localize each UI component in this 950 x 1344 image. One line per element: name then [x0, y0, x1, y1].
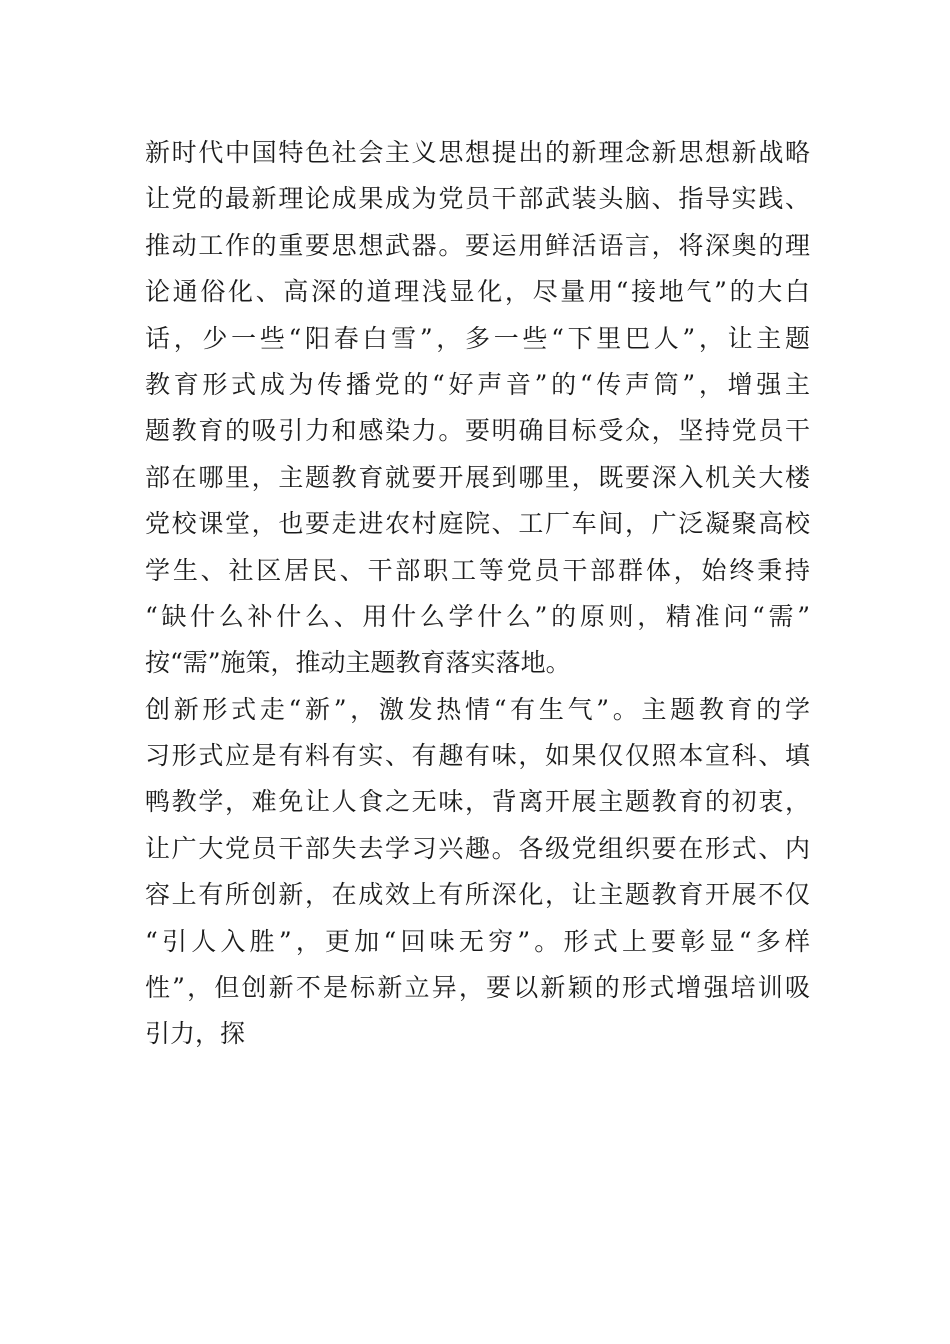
text-line: “引人入胜”，更加“回味无穷”。形式上要彰显“多样 [145, 926, 810, 956]
paragraph-end-line: 引力，探 [145, 1019, 246, 1049]
text-line: 题教育的吸引力和感染力。要明确目标受众，坚持党员干 [145, 416, 810, 446]
paragraph-end-line: 按“需”施策，推动主题教育落实落地。 [145, 648, 571, 678]
text-line: 部在哪里，主题教育就要开展到哪里，既要深入机关大楼 [145, 462, 810, 492]
text-line: 话，少一些“阳春白雪”，多一些“下里巴人”，让主题 [145, 323, 810, 353]
body-text [145, 130, 810, 1058]
text-line: 教育形式成为传播党的“好声音”的“传声筒”，增强主 [145, 369, 810, 399]
text-line: “缺什么补什么、用什么学什么”的原则，精准问“需” [145, 601, 810, 631]
text-line: 推动工作的重要思想武器。要运用鲜活语言，将深奥的理 [145, 230, 810, 260]
text-line: 党校课堂，也要走进农村庭院、工厂车间，广泛凝聚高校 [145, 509, 810, 539]
text-line: 学生、社区居民、干部职工等党员干部群体，始终秉持 [145, 555, 810, 585]
text-line: 鸭教学，难免让人食之无味，背离开展主题教育的初衷， [145, 787, 810, 817]
text-line: 让党的最新理论成果成为党员干部武装头脑、指导实践、 [145, 184, 810, 214]
text-line: 新时代中国特色社会主义思想提出的新理念新思想新战略 [145, 138, 810, 167]
text-line: 习形式应是有料有实、有趣有味，如果仅仅照本宣科、填 [145, 741, 810, 771]
text-line: 创新形式走“新”，激发热情“有生气”。主题教育的学 [145, 694, 810, 724]
text-line: 让广大党员干部失去学习兴趣。各级党组织要在形式、内 [145, 833, 810, 863]
text-line: 性”，但创新不是标新立异，要以新颖的形式增强培训吸 [145, 973, 810, 1003]
text-line: 容上有所创新，在成效上有所深化，让主题教育开展不仅 [145, 880, 810, 910]
text-line: 论通俗化、高深的道理浅显化，尽量用“接地气”的大白 [145, 277, 810, 307]
